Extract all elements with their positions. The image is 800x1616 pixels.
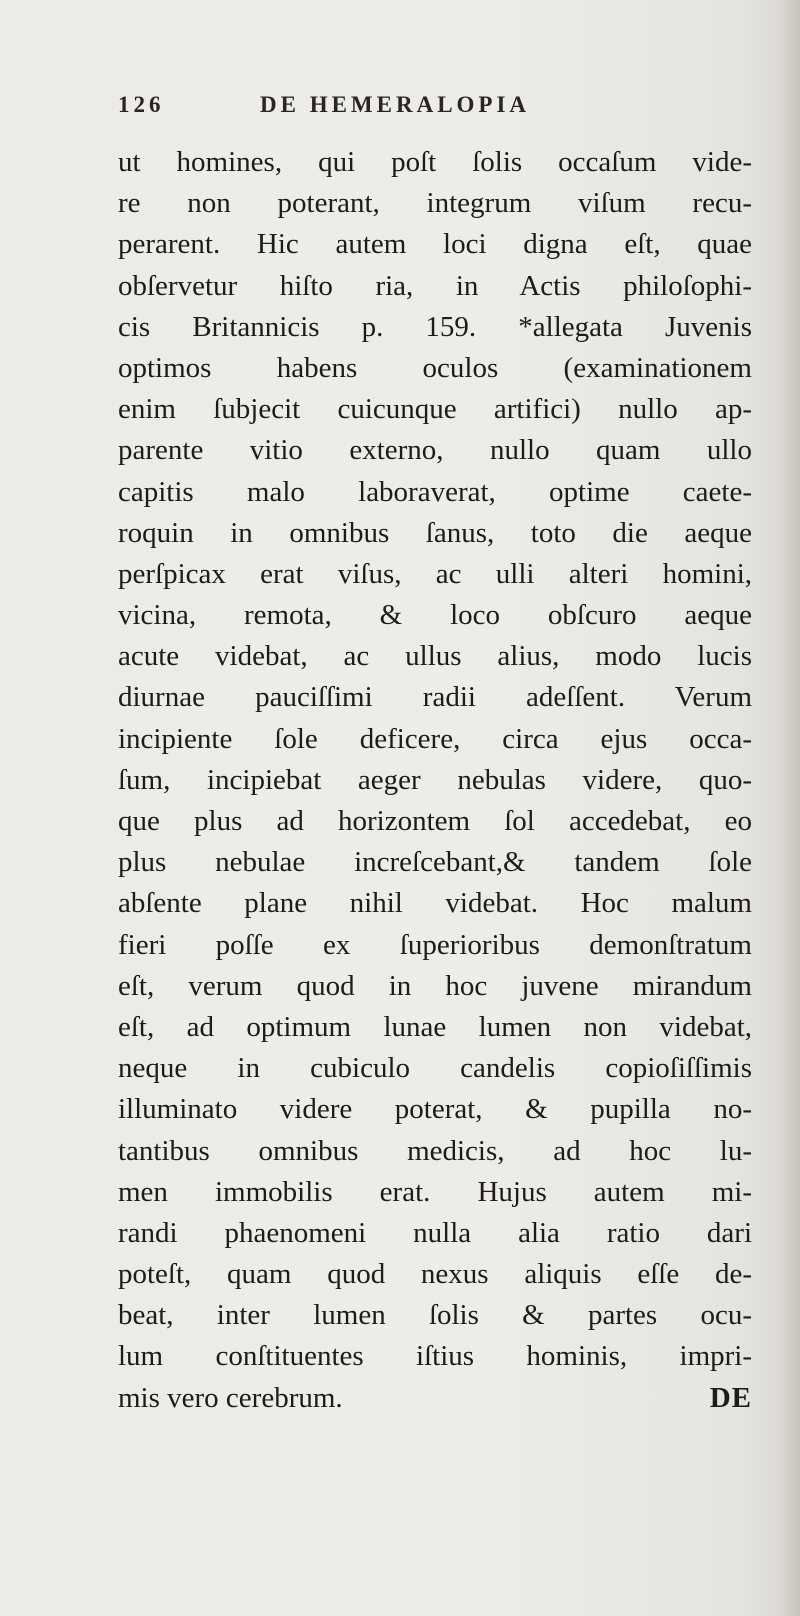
text-line: beat, inter lumen ſolis & partes ocu-: [118, 1299, 752, 1332]
text-line: diurnae pauciſſimi radii adeſſent. Verum: [118, 681, 752, 714]
text-line: poteſt, quam quod nexus aliquis eſſe de-: [118, 1258, 752, 1291]
text-line: cis Britannicis p. 159. *allegata Juvenis: [118, 310, 752, 343]
text-line: ut homines, qui poſt ſolis occaſum vide-: [118, 146, 752, 178]
running-head: [118, 92, 758, 126]
text-line: acute videbat, ac ullus alius, modo lucis: [118, 640, 752, 673]
text-line: optimos habens oculos (examinationem: [118, 351, 752, 384]
text-line: obſervetur hiſto ria, in Actis philoſophi-: [118, 269, 752, 302]
text-line: lum conſtituentes iſtius hominis, impri-: [118, 1340, 752, 1373]
text-line: eſt, ad optimum lunae lumen non videbat,: [118, 1010, 752, 1043]
text-line: men immobilis erat. Hujus autem mi-: [118, 1175, 752, 1208]
text-line: perſpicax erat viſus, ac ulli alteri homini,: [118, 557, 752, 590]
text-line: tantibus omnibus medicis, ad hoc lu-: [118, 1134, 752, 1167]
text-line: roquin in omnibus ſanus, toto die aeque: [118, 516, 752, 549]
text-line: re non poterant, integrum viſum recu-: [118, 187, 752, 220]
text-line: neque in cubiculo candelis copioſiſſimis: [118, 1052, 752, 1085]
last-text-line: [118, 1378, 752, 1419]
page-edge-shadow: [778, 0, 800, 1616]
text-line: eſt, verum quod in hoc juvene mirandum: [118, 969, 752, 1002]
text-line: vicina, remota, & loco obſcuro aeque: [118, 599, 752, 632]
text-line: capitis malo laboraverat, optime caete-: [118, 475, 752, 508]
text-line: incipiente ſole deficere, circa ejus occa-: [118, 722, 752, 755]
body-text: [118, 142, 752, 1419]
text-line: perarent. Hic autem loci digna eſt, quae: [118, 228, 752, 261]
page-number: 126: [118, 92, 165, 117]
text-line: enim ſubjecit cuicunque artifici) nullo ap-: [118, 393, 752, 426]
text-line: mis vero cerebrum.: [118, 1381, 343, 1414]
text-line: parente vitio externo, nullo quam ullo: [118, 434, 752, 467]
text-line: fieri poſſe ex ſuperioribus demonſtratum: [118, 928, 752, 961]
text-line: abſente plane nihil videbat. Hoc malum: [118, 887, 752, 920]
text-line: que plus ad horizontem ſol accedebat, eo: [118, 805, 752, 837]
running-head-title: DE HEMERALOPIA: [260, 92, 531, 117]
text-line: plus nebulae increſcebant,& tandem ſole: [118, 846, 752, 879]
text-line: ſum, incipiebat aeger nebulas videre, quo-: [118, 763, 752, 796]
catchword: DE: [709, 1381, 752, 1414]
text-line: illuminato videre poterat, & pupilla no-: [118, 1093, 752, 1126]
text-line: randi phaenomeni nulla alia ratio dari: [118, 1216, 752, 1249]
